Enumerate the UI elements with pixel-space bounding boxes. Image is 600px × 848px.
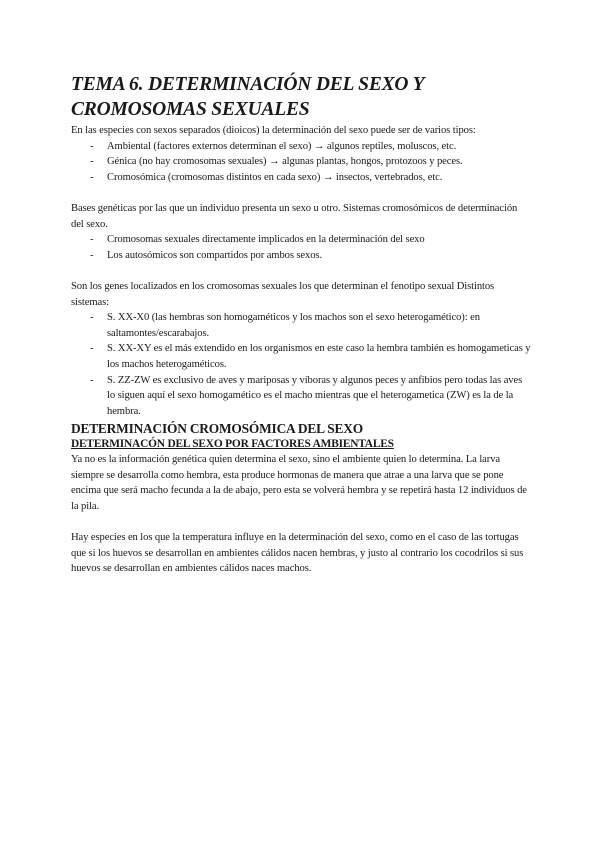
- list-item-text: S. ZZ-ZW es exclusivo de aves y mariposas y víboras y algunos peces y anfibios pero todas las aves lo siguen aquí el sexo homogamético es el macho mientras que el heterogametica (ZW) es la de la hembra.: [107, 374, 523, 417]
- document-page: [71, 72, 531, 577]
- list-item-text: Ambiental (factores externos determinan el sexo) → algunos reptiles, moluscos, etc.: [107, 140, 457, 152]
- spacer: [71, 263, 531, 279]
- spacer: [71, 185, 531, 201]
- intro-paragraph: En las especies con sexos separados (dioicos) la determinación del sexo puede ser de varios tipos:: [71, 125, 476, 136]
- environment-paragraph-1: Ya no es la información genética quien determina el sexo, sino el ambiente quien lo determina. La larva siempre se desarrolla como hembra, esta produce hormonas de manera que atrae a una larva que se pone encima que será macho fecunda a la de abajo, pero esta se volverá hembra y se repetirá hasta 12 individuos de la pila.: [71, 454, 527, 513]
- list-item: [71, 373, 531, 420]
- list-item-text: S. XX-XY es el más extendido en los organismos en este caso la hembra también es homogameticas y los machos heterogaméticos.: [107, 343, 531, 370]
- section-heading: DETERMINACIÓN CROMOSÓMICA DEL SEXO: [71, 421, 363, 437]
- dash-bullet: -: [90, 140, 94, 152]
- determination-types-list: [71, 139, 531, 186]
- list-item-text: Cromosomas sexuales directamente implicados en la determinación del sexo: [107, 234, 425, 246]
- bases-list: [71, 232, 531, 263]
- dash-bullet: -: [90, 156, 94, 168]
- list-item: [71, 232, 531, 248]
- spacer: [71, 515, 531, 531]
- page-title: TEMA 6. DETERMINACIÓN DEL SEXO Y CROMOSOMAS SEXUALES: [71, 74, 424, 120]
- dash-bullet: -: [90, 343, 94, 355]
- list-item: [71, 170, 531, 186]
- dash-bullet: -: [90, 374, 94, 386]
- list-item: [71, 310, 531, 341]
- dash-bullet: -: [90, 171, 94, 183]
- dash-bullet: -: [90, 312, 94, 324]
- dash-bullet: -: [90, 249, 94, 261]
- bases-paragraph: Bases genéticas por las que un individuo presenta un sexo u otro. Sistemas cromosómicos de determinación del sexo.: [71, 202, 518, 230]
- list-item-text: Génica (no hay cromosomas sexuales) → algunas plantas, hongos, protozoos y peces.: [107, 156, 463, 168]
- list-item: [71, 154, 531, 170]
- list-item: [71, 139, 531, 155]
- list-item-text: S. XX-X0 (las hembras son homogaméticos y los machos son el sexo heterogamético): en saltamontes/escarabajos.: [107, 312, 480, 339]
- subsection-heading: DETERMINACÓN DEL SEXO POR FACTORES AMBIENTALES: [71, 438, 394, 451]
- environment-paragraph-2: Hay especies en los que la temperatura influye en la determinación del sexo, como en el caso de las tortugas que si los huevos se desarrollan en ambientes cálidos nacen hembras, y justo al contrario los cocodrilos si sus huevos se desarrollan en ambientes cálidos naces machos.: [71, 532, 524, 575]
- list-item: [71, 341, 531, 372]
- list-item: [71, 248, 531, 264]
- genes-paragraph: Son los genes localizados en los cromosomas sexuales los que determinan el fenotipo sexual Distintos sistemas:: [71, 280, 495, 308]
- list-item-text: Los autosómicos son compartidos por ambos sexos.: [107, 249, 323, 261]
- list-item-text: Cromosómica (cromosomas distintos en cada sexo) → insectos, vertebrados, etc.: [107, 171, 443, 183]
- systems-list: [71, 310, 531, 419]
- dash-bullet: -: [90, 234, 94, 246]
